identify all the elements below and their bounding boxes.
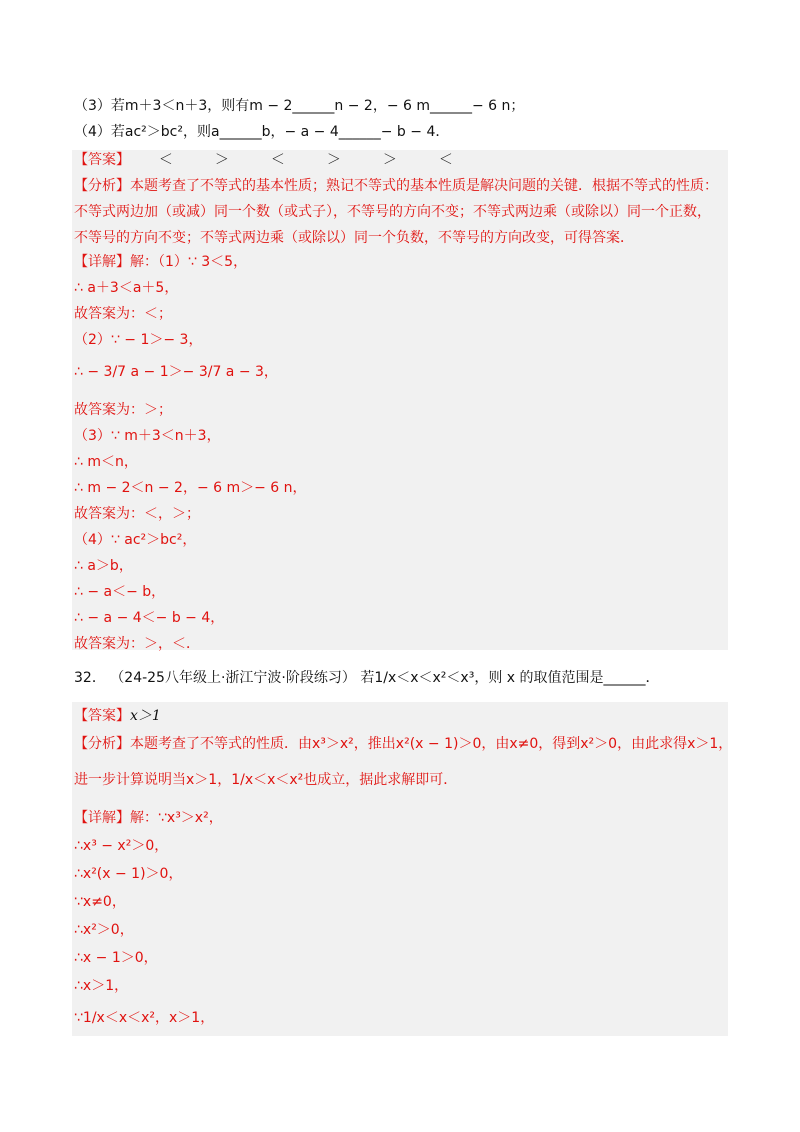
detail-line: ∴ a＋3＜a＋5， (74, 280, 179, 296)
detail-head (74, 252, 247, 272)
answer-line (74, 150, 453, 170)
q32-number: 32． (74, 670, 106, 686)
q32-detail-line: ∴x³ − x²＞0， (74, 838, 169, 854)
q32-analysis-line-2: 进一步计算说明当x＞1，1/x＜x＜x²也成立，据此求解即可． (74, 772, 458, 788)
detail-head-text: 解：（1）∵ 3＜5， (130, 254, 248, 270)
detail-line: ∴ m − 2＜n − 2，− 6 m＞− 6 n， (74, 480, 307, 496)
detail-line: ∴ − a＜− b， (74, 584, 166, 600)
q31-part3: （3）若m＋3＜n＋3，则有m − 2______n − 2，− 6 m______− 6 n； (74, 98, 525, 114)
q32-detail-line: ∴x − 1＞0， (74, 950, 158, 966)
analysis-line-1 (74, 176, 718, 196)
detail-line: 故答案为：＜，＞； (74, 506, 200, 522)
analysis-line-3: 不等号的方向不变；不等式两边乘（或除以）同一个负数，不等号的方向改变，可得答案． (74, 230, 634, 246)
detail-line: 故答案为：＜； (74, 306, 172, 322)
q32-analysis-text-1: 本题考查了不等式的性质．由x³＞x²，推出x²(x − 1)＞0，由x≠0，得到x²＞0，由此求得x＞1， (130, 736, 733, 752)
detail-line: （3）∵ m＋3＜n＋3， (74, 428, 221, 444)
detail-line: 故答案为：＞； (74, 402, 172, 418)
q32-detail-head (74, 808, 223, 828)
q32-line (74, 668, 660, 688)
analysis-label: 【分析】 (74, 178, 130, 194)
analysis-text-1: 本题考查了不等式的基本性质；熟记不等式的基本性质是解决问题的关键．根据不等式的性质： (130, 178, 718, 194)
q32-detail-line: ∵x≠0， (74, 894, 126, 910)
q32-detail-line: ∵1/x＜x＜x²，x＞1， (74, 1010, 215, 1026)
q31-part4: （4）若ac²＞bc²，则a______b，− a − 4______− b − 4． (74, 124, 450, 140)
answer-label: 【答案】 (74, 152, 130, 168)
detail-line: 故答案为：＞，＜． (74, 636, 200, 652)
detail-line: （2）∵ − 1＞− 3， (74, 332, 203, 348)
q32-detail-head-text: 解：∵x³＞x²， (130, 810, 223, 826)
q32-detail-line: ∴x²(x − 1)＞0， (74, 866, 183, 882)
detail-line: （4）∵ ac²＞bc²， (74, 532, 197, 548)
detail-line: ∴ m＜n， (74, 454, 138, 470)
detail-label: 【详解】 (74, 254, 130, 270)
answer-symbols: ＜ ＞ ＜ ＞ ＞ ＜ (158, 152, 453, 168)
analysis-line-2: 不等式两边加（或减）同一个数（或式子），不等号的方向不变；不等式两边乘（或除以）同一个正数， (74, 204, 711, 220)
detail-line: ∴ − 3/7 a − 1＞− 3/7 a − 3， (74, 364, 278, 380)
detail-line: ∴ a＞b， (74, 558, 133, 574)
q32-analysis-line-1 (74, 734, 732, 754)
q32-analysis-label: 【分析】 (74, 736, 130, 752)
q32-detail-line: ∴x²＞0， (74, 922, 134, 938)
q32-answer-line (74, 706, 161, 726)
q32-detail-label: 【详解】 (74, 810, 130, 826)
detail-line: ∴ − a − 4＜− b − 4， (74, 610, 225, 626)
q32-answer-value: x＞1 (130, 708, 161, 724)
q32-detail-line: ∴x＞1， (74, 978, 129, 994)
q32-text: 若1/x＜x＜x²＜x³，则 x 的取值范围是______． (360, 670, 660, 686)
q32-answer-label: 【答案】 (74, 708, 130, 724)
q32-source: （24-25八年级上·浙江宁波·阶段练习） (110, 670, 356, 686)
